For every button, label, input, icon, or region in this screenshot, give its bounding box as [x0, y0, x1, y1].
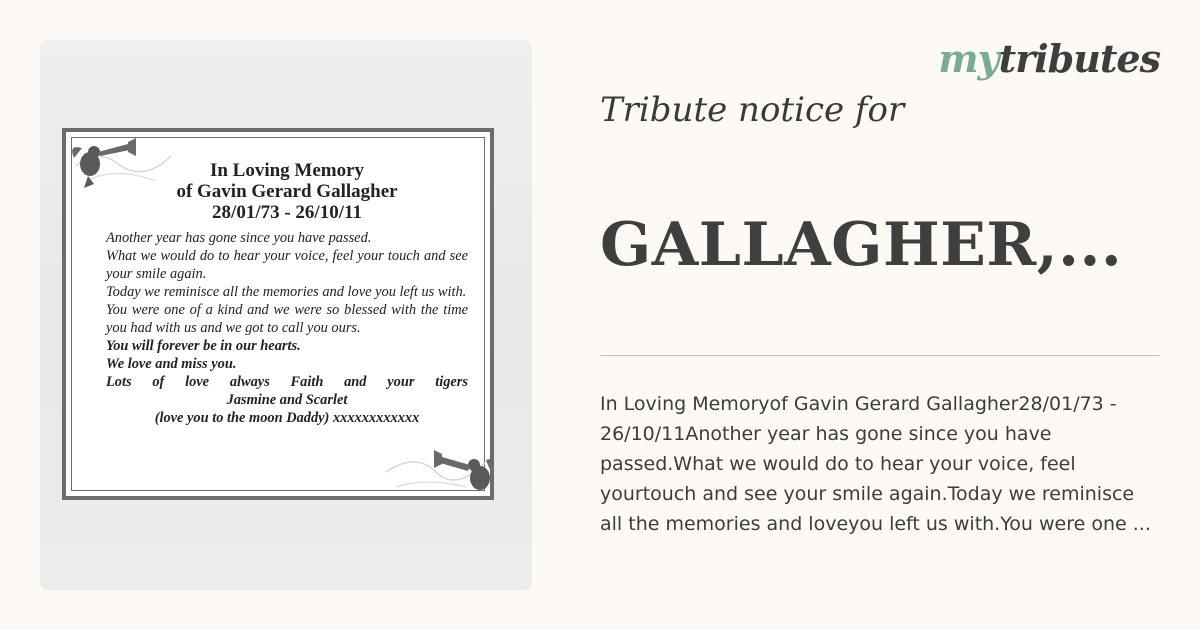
notice-body-line: You were one of a kind and we were so blessed with the time you had with us and we got to call you ours.	[106, 302, 468, 336]
brand-suffix: tributes	[998, 36, 1160, 81]
notice-card	[62, 128, 494, 500]
page-subtitle: Tribute notice for	[600, 90, 905, 130]
notice-closing	[106, 337, 468, 427]
notice-closing-line: We love and miss you.	[106, 356, 237, 372]
notice-heading-line: of Gavin Gerard Gallagher	[176, 181, 398, 202]
tribute-image	[40, 40, 532, 590]
notice-body	[106, 229, 468, 337]
notice-body-line: Another year has gone since you have passed.	[106, 230, 372, 246]
notice-closing-line: You will forever be in our hearts.	[106, 338, 301, 354]
notice-dates: 28/01/73 - 26/10/11	[212, 202, 362, 223]
brand-logo[interactable]	[938, 36, 1160, 81]
page-title: GALLAGHER,...	[600, 210, 1123, 280]
tribute-excerpt: In Loving Memoryof Gavin Gerard Gallagher28/01/73 - 26/10/11Another year has gone since you have passed.What we would do to hear your voice, feel yourtouch and see your smile again.Today we reminisce all the memories and loveyou left us with.You were one ...	[600, 393, 1151, 535]
notice-heading-line: In Loving Memory	[209, 160, 365, 181]
brand-prefix: my	[938, 36, 999, 81]
notice-body-line: What we would do to hear your voice, feel your touch and see your smile again.	[106, 248, 468, 282]
notice-closing-line: Jasmine and Scarlet	[226, 392, 348, 408]
notice-text	[106, 160, 468, 427]
cherub-trumpet-icon	[386, 432, 498, 504]
notice-closing-line: (love you to the moon Daddy) xxxxxxxxxxxx	[154, 410, 420, 426]
notice-closing-line: Lots of love always Faith and your tigers	[106, 374, 468, 390]
divider	[600, 355, 1160, 356]
notice-body-line: Today we reminisce all the memories and love you left us with.	[106, 284, 467, 300]
notice-heading	[106, 160, 468, 223]
